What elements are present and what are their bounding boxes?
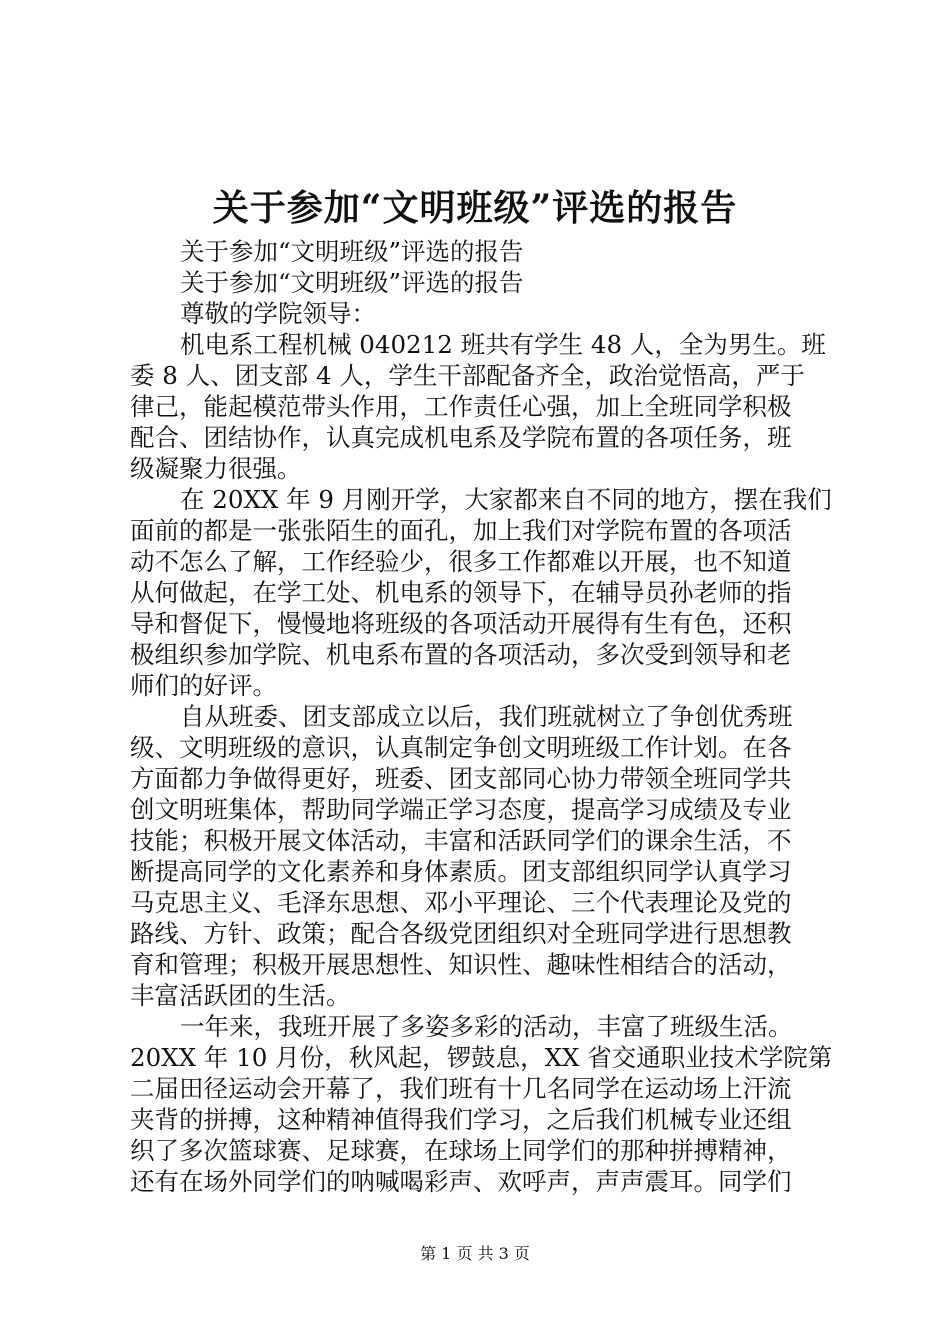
paragraph-line: 马克思主义、毛泽东思想、邓小平理论、三个代表理论及党的 bbox=[130, 888, 792, 917]
paragraph-line: 师们的好评。 bbox=[130, 671, 277, 700]
paragraph-line: 路线、方针、政策；配合各级党团组织对全班同学进行思想教 bbox=[130, 919, 792, 948]
salutation: 尊敬的学院领导： bbox=[180, 299, 376, 328]
paragraph-line: 级凝聚力很强。 bbox=[130, 454, 302, 483]
paragraph-line: 方面都力争做得更好，班委、团支部同心协力带领全班同学共 bbox=[130, 764, 792, 793]
paragraph-line: 动不怎么了解，工作经验少，很多工作都难以开展，也不知道 bbox=[130, 547, 792, 576]
paragraph-line: 律己，能起模范带头作用，工作责任心强，加上全班同学积极 bbox=[130, 392, 792, 421]
paragraph-line: 从何做起，在学工处、机电系的领导下，在辅导员孙老师的指 bbox=[130, 578, 792, 607]
paragraph-line: 技能；积极开展文体活动，丰富和活跃同学们的课余生活，不 bbox=[130, 826, 792, 855]
paragraph-line: 育和管理；积极开展思想性、知识性、趣味性相结合的活动， bbox=[130, 950, 792, 979]
page-number-footer: 第 1 页 共 3 页 bbox=[420, 1244, 530, 1263]
page-title: 关于参加“文明班级”评选的报告 bbox=[212, 187, 738, 229]
subtitle-line: 关于参加“文明班级”评选的报告 bbox=[180, 268, 524, 297]
paragraph-line: 机电系工程机械 040212 班共有学生 48 人，全为男生。班 bbox=[180, 330, 826, 359]
paragraph-line: 二届田径运动会开幕了，我们班有十几名同学在运动场上汗流 bbox=[130, 1074, 792, 1103]
paragraph-line: 配合、团结协作，认真完成机电系及学院布置的各项任务，班 bbox=[130, 423, 792, 452]
subtitle-line: 关于参加“文明班级”评选的报告 bbox=[180, 237, 524, 266]
paragraph-line: 面前的都是一张张陌生的面孔，加上我们对学院布置的各项活 bbox=[130, 516, 792, 545]
document-body bbox=[130, 236, 833, 1197]
paragraph-line: 还有在场外同学们的呐喊喝彩声、欢呼声，声声震耳。同学们 bbox=[130, 1167, 792, 1196]
paragraph-line: 20XX 年 10 月份，秋风起，锣鼓息，XX 省交通职业技术学院第 bbox=[130, 1043, 833, 1072]
paragraph-line: 断提高同学的文化素养和身体素质。团支部组织同学认真学习 bbox=[130, 857, 792, 886]
paragraph-line: 极组织参加学院、机电系布置的各项活动，多次受到领导和老 bbox=[130, 640, 792, 669]
paragraph-line: 在 20XX 年 9 月刚开学，大家都来自不同的地方，摆在我们 bbox=[180, 485, 832, 514]
paragraph-line: 自从班委、团支部成立以后，我们班就树立了争创优秀班 bbox=[180, 702, 793, 731]
paragraph-line: 织了多次篮球赛、足球赛，在球场上同学们的那种拼搏精神， bbox=[130, 1136, 792, 1165]
paragraph-line: 导和督促下，慢慢地将班级的各项活动开展得有生有色，还积 bbox=[130, 609, 792, 638]
paragraph-line: 夹背的拼搏，这种精神值得我们学习，之后我们机械专业还组 bbox=[130, 1105, 792, 1134]
paragraph-line: 丰富活跃团的生活。 bbox=[130, 981, 351, 1010]
paragraph-line: 级、文明班级的意识，认真制定争创文明班级工作计划。在各 bbox=[130, 733, 792, 762]
paragraph-line: 创文明班集体，帮助同学端正学习态度，提高学习成绩及专业 bbox=[130, 795, 792, 824]
paragraph-line: 委 8 人、团支部 4 人，学生干部配备齐全，政治觉悟高，严于 bbox=[130, 361, 805, 390]
paragraph-line: 一年来，我班开展了多姿多彩的活动，丰富了班级生活。 bbox=[180, 1012, 793, 1041]
